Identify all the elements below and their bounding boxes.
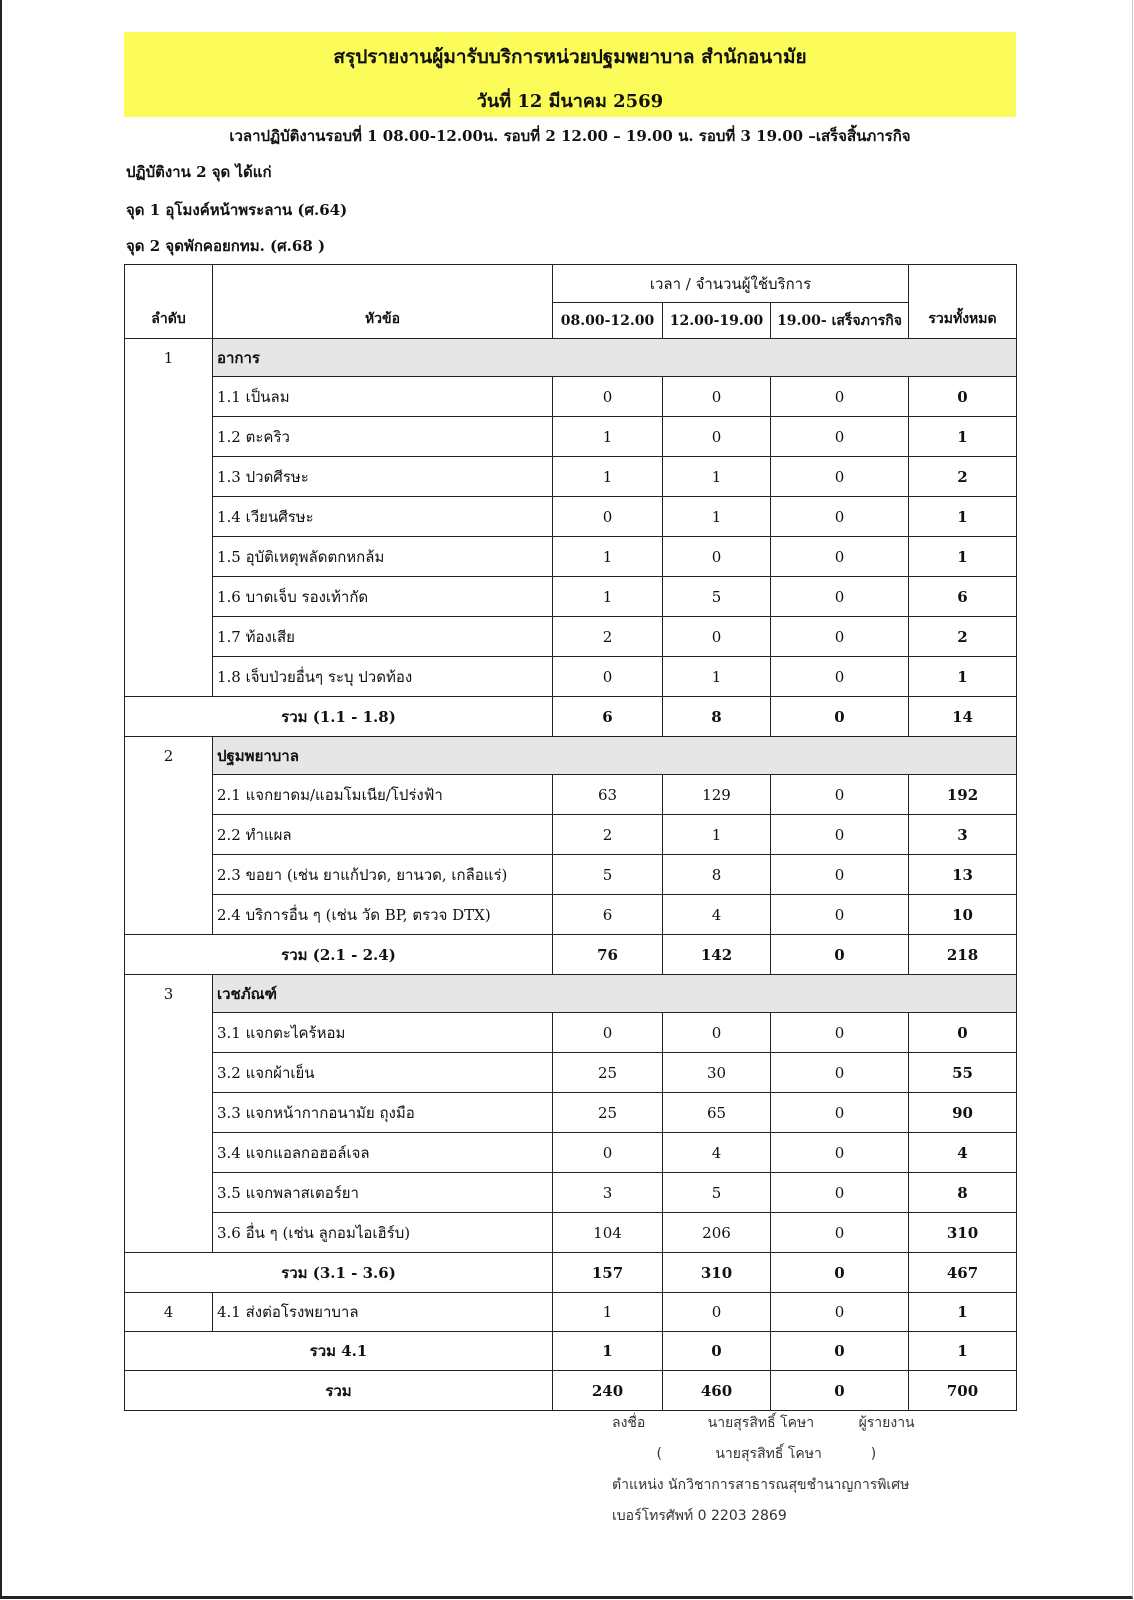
point-1: จุด 1 อุโมงค์หน้าพระลาน (ศ.64) <box>126 201 348 219</box>
row-label: 2.3 ขอยา (เช่น ยาแก้ปวด, ยานวด, เกลือแร่) <box>213 855 553 895</box>
table-row <box>125 1173 1017 1213</box>
grand-total-row <box>125 1371 1017 1411</box>
cell-t2: 1 <box>663 497 771 537</box>
cell-total: 6 <box>909 577 1017 617</box>
cell-total: 0 <box>909 1013 1017 1053</box>
sum-t1: 1 <box>553 1332 663 1371</box>
table-row <box>125 815 1017 855</box>
cell-t3: 0 <box>771 657 909 697</box>
cell-t2: 0 <box>663 1293 771 1332</box>
table-row <box>125 1213 1017 1253</box>
section-seq: 1 <box>125 339 213 697</box>
sum-total: 1 <box>909 1332 1017 1371</box>
header-total: รวมทั้งหมด <box>909 265 1017 339</box>
cell-total: 1 <box>909 657 1017 697</box>
cell-t3: 0 <box>771 1213 909 1253</box>
cell-t1: 3 <box>553 1173 663 1213</box>
table-row <box>125 775 1017 815</box>
cell-t1: 0 <box>553 1013 663 1053</box>
point-2: จุด 2 จุดพักคอยกทม. (ศ.68 ) <box>126 237 326 255</box>
section-row <box>125 737 1017 775</box>
cell-t2: 206 <box>663 1213 771 1253</box>
cell-t2: 1 <box>663 657 771 697</box>
points-intro: ปฏิบัติงาน 2 จุด ได้แก่ <box>126 163 272 181</box>
table-row <box>125 855 1017 895</box>
cell-t1: 6 <box>553 895 663 935</box>
cell-t3: 0 <box>771 457 909 497</box>
cell-total: 90 <box>909 1093 1017 1133</box>
row-label: 1.2 ตะคริว <box>213 417 553 457</box>
cell-total: 192 <box>909 775 1017 815</box>
sum-label: รวม (1.1 - 1.8) <box>125 697 553 737</box>
table-row <box>125 1293 1017 1332</box>
sum-t3: 0 <box>771 935 909 975</box>
cell-t1: 1 <box>553 1293 663 1332</box>
sum-row <box>125 935 1017 975</box>
table-row <box>125 417 1017 457</box>
row-label: 1.6 บาดเจ็บ รองเท้ากัด <box>213 577 553 617</box>
cell-t3: 0 <box>771 1013 909 1053</box>
cell-t3: 0 <box>771 1173 909 1213</box>
cell-t1: 25 <box>553 1053 663 1093</box>
cell-t2: 4 <box>663 895 771 935</box>
cell-t3: 0 <box>771 895 909 935</box>
cell-t2: 4 <box>663 1133 771 1173</box>
sum-total: 218 <box>909 935 1017 975</box>
cell-t2: 0 <box>663 1013 771 1053</box>
report-table <box>124 264 1017 1411</box>
cell-t3: 0 <box>771 537 909 577</box>
grand-t2: 460 <box>663 1371 771 1411</box>
header-seq: ลำดับ <box>125 265 213 339</box>
cell-t3: 0 <box>771 1053 909 1093</box>
table-row <box>125 377 1017 417</box>
signature-phone: เบอร์โทรศัพท์ 0 2203 2869 <box>612 1508 787 1524</box>
row-label: 3.2 แจกผ้าเย็น <box>213 1053 553 1093</box>
cell-total: 1 <box>909 497 1017 537</box>
cell-t2: 0 <box>663 537 771 577</box>
cell-t3: 0 <box>771 775 909 815</box>
section-row <box>125 975 1017 1013</box>
cell-total: 2 <box>909 457 1017 497</box>
sum-t1: 76 <box>553 935 663 975</box>
cell-t3: 0 <box>771 1133 909 1173</box>
report-title: สรุปรายงานผู้มารับบริการหน่วยปฐมพยาบาล สำนักอนามัย <box>333 46 807 68</box>
signature-position: ตำแหน่ง นักวิชาการสาธารณสุขชำนาญการพิเศษ <box>612 1477 910 1493</box>
cell-total: 1 <box>909 537 1017 577</box>
grand-label: รวม <box>125 1371 553 1411</box>
cell-t3: 0 <box>771 1293 909 1332</box>
cell-t3: 0 <box>771 1093 909 1133</box>
row-label: 3.1 แจกตะไคร้หอม <box>213 1013 553 1053</box>
cell-total: 10 <box>909 895 1017 935</box>
header-topic: หัวข้อ <box>213 265 553 339</box>
sum-label: รวม 4.1 <box>125 1332 553 1371</box>
row-label: 1.4 เวียนศีรษะ <box>213 497 553 537</box>
cell-total: 1 <box>909 417 1017 457</box>
cell-total: 310 <box>909 1213 1017 1253</box>
report-header <box>124 32 1016 117</box>
report-date: วันที่ 12 มีนาคม 2569 <box>476 91 664 112</box>
cell-t2: 0 <box>663 617 771 657</box>
sum-label: รวม (2.1 - 2.4) <box>125 935 553 975</box>
sum-total: 14 <box>909 697 1017 737</box>
table-row <box>125 1013 1017 1053</box>
sum-t2: 142 <box>663 935 771 975</box>
header-t3: 19.00- เสร็จภารกิจ <box>771 303 909 339</box>
row-label: 3.3 แจกหน้ากากอนามัย ถุงมือ <box>213 1093 553 1133</box>
section-name: เวชภัณฑ์ <box>213 975 1017 1013</box>
table-row <box>125 1093 1017 1133</box>
row-label: 3.5 แจกพลาสเตอร์ยา <box>213 1173 553 1213</box>
sum-t2: 0 <box>663 1332 771 1371</box>
table-row <box>125 577 1017 617</box>
table-row <box>125 1133 1017 1173</box>
sum-t1: 157 <box>553 1253 663 1293</box>
sum-label: รวม (3.1 - 3.6) <box>125 1253 553 1293</box>
sum-row <box>125 697 1017 737</box>
cell-t1: 25 <box>553 1093 663 1133</box>
grand-t3: 0 <box>771 1371 909 1411</box>
cell-t2: 1 <box>663 815 771 855</box>
cell-total: 4 <box>909 1133 1017 1173</box>
cell-total: 0 <box>909 377 1017 417</box>
cell-t3: 0 <box>771 417 909 457</box>
row-label: 1.3 ปวดศีรษะ <box>213 457 553 497</box>
cell-t1: 1 <box>553 577 663 617</box>
row-label: 2.1 แจกยาดม/แอมโมเนีย/โปร่งฟ้า <box>213 775 553 815</box>
row-label: 1.1 เป็นลม <box>213 377 553 417</box>
cell-t3: 0 <box>771 617 909 657</box>
row-label: 3.4 แจกแอลกอฮอล์เจล <box>213 1133 553 1173</box>
cell-total: 13 <box>909 855 1017 895</box>
row-label: 2.4 บริการอื่น ๆ (เช่น วัด BP, ตรวจ DTX) <box>213 895 553 935</box>
cell-t2: 30 <box>663 1053 771 1093</box>
grand-total: 700 <box>909 1371 1017 1411</box>
section-name: อาการ <box>213 339 1017 377</box>
cell-t2: 65 <box>663 1093 771 1133</box>
cell-t3: 0 <box>771 577 909 617</box>
sum-total: 467 <box>909 1253 1017 1293</box>
cell-total: 2 <box>909 617 1017 657</box>
cell-t3: 0 <box>771 815 909 855</box>
shift-times: เวลาปฏิบัติงานรอบที่ 1 08.00-12.00น. รอบที่ 2 12.00 – 19.00 น. รอบที่ 3 19.00 –เสร็จสิ้นภารกิจ <box>229 127 911 145</box>
row-label: 1.8 เจ็บป่วยอื่นๆ ระบุ ปวดท้อง <box>213 657 553 697</box>
signature-name: ( นายสุรสิทธิ์ โคษา ) <box>612 1446 877 1462</box>
cell-t1: 63 <box>553 775 663 815</box>
table-row <box>125 1053 1017 1093</box>
section-name: ปฐมพยาบาล <box>213 737 1017 775</box>
section-row <box>125 339 1017 377</box>
cell-t2: 0 <box>663 417 771 457</box>
signature-line: ลงชื่อ นายสุรสิทธิ์ โคษา ผู้รายงาน <box>612 1415 915 1431</box>
cell-t1: 1 <box>553 457 663 497</box>
cell-t1: 2 <box>553 617 663 657</box>
cell-t1: 5 <box>553 855 663 895</box>
sum-t2: 8 <box>663 697 771 737</box>
row-label: 1.7 ท้องเสีย <box>213 617 553 657</box>
header-t1: 08.00-12.00 <box>553 303 663 339</box>
table-row <box>125 895 1017 935</box>
row-label: 1.5 อุบัติเหตุพลัดตกหกล้ม <box>213 537 553 577</box>
table-row <box>125 457 1017 497</box>
cell-t3: 0 <box>771 497 909 537</box>
cell-t3: 0 <box>771 855 909 895</box>
cell-total: 1 <box>909 1293 1017 1332</box>
table-row <box>125 497 1017 537</box>
row-label: 3.6 อื่น ๆ (เช่น ลูกอมไอเฮิร์บ) <box>213 1213 553 1253</box>
cell-t1: 1 <box>553 537 663 577</box>
cell-total: 8 <box>909 1173 1017 1213</box>
signature-block <box>612 1412 915 1536</box>
grand-t1: 240 <box>553 1371 663 1411</box>
sum-t3: 0 <box>771 1332 909 1371</box>
table-row <box>125 617 1017 657</box>
cell-total: 3 <box>909 815 1017 855</box>
sum-row <box>125 1332 1017 1371</box>
row-label: 4.1 ส่งต่อโรงพยาบาล <box>213 1293 553 1332</box>
cell-t2: 5 <box>663 577 771 617</box>
sum-t3: 0 <box>771 697 909 737</box>
cell-t2: 5 <box>663 1173 771 1213</box>
cell-t1: 2 <box>553 815 663 855</box>
header-t2: 12.00-19.00 <box>663 303 771 339</box>
section-seq: 4 <box>125 1293 213 1332</box>
cell-t2: 8 <box>663 855 771 895</box>
row-label: 2.2 ทำแผล <box>213 815 553 855</box>
cell-t2: 129 <box>663 775 771 815</box>
sum-t1: 6 <box>553 697 663 737</box>
header-time-group: เวลา / จำนวนผู้ใช้บริการ <box>553 265 909 303</box>
cell-t2: 0 <box>663 377 771 417</box>
cell-t1: 0 <box>553 497 663 537</box>
cell-t3: 0 <box>771 377 909 417</box>
section-seq: 2 <box>125 737 213 935</box>
section-seq: 3 <box>125 975 213 1253</box>
sum-t3: 0 <box>771 1253 909 1293</box>
cell-t1: 0 <box>553 377 663 417</box>
sum-t2: 310 <box>663 1253 771 1293</box>
sum-row <box>125 1253 1017 1293</box>
cell-t2: 1 <box>663 457 771 497</box>
table-row <box>125 537 1017 577</box>
cell-total: 55 <box>909 1053 1017 1093</box>
cell-t1: 0 <box>553 657 663 697</box>
cell-t1: 104 <box>553 1213 663 1253</box>
table-row <box>125 657 1017 697</box>
cell-t1: 0 <box>553 1133 663 1173</box>
cell-t1: 1 <box>553 417 663 457</box>
